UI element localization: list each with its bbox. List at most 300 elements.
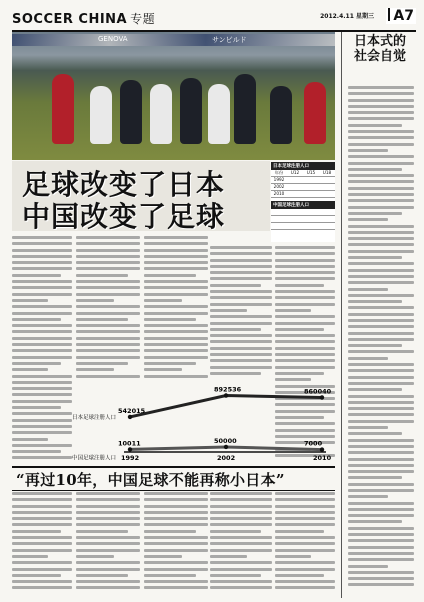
article-column [210, 492, 272, 596]
text-line [348, 533, 414, 536]
pull-quote [12, 466, 335, 491]
text-line [12, 492, 72, 495]
text-line [76, 580, 140, 583]
player-figure [234, 74, 256, 144]
text-line [76, 586, 140, 589]
text-line [144, 337, 208, 340]
text-line [12, 242, 72, 245]
text-line [210, 523, 272, 526]
banner-text-left: GENOVA [98, 35, 128, 43]
text-line [348, 149, 388, 152]
data-point [320, 395, 324, 399]
text-line [275, 315, 335, 318]
text-line [275, 271, 335, 274]
text-line [12, 318, 61, 321]
text-line [144, 536, 208, 539]
text-line [348, 432, 402, 435]
data-label: 542015 [118, 406, 146, 415]
article-column [144, 236, 208, 381]
issue-weekday: 星期三 [355, 13, 374, 20]
text-line [12, 274, 61, 277]
text-line [210, 542, 272, 545]
data-label: 860040 [304, 387, 332, 396]
text-line [348, 583, 414, 586]
text-line [348, 250, 414, 253]
text-line [76, 498, 140, 501]
commentary-title: 日本式的社会自觉 [353, 34, 406, 64]
data-label: 50000 [214, 436, 237, 445]
text-line [210, 328, 261, 331]
text-line [144, 505, 208, 508]
text-line [348, 105, 414, 108]
text-line [144, 280, 208, 283]
text-line [12, 381, 72, 384]
text-line [144, 555, 182, 558]
text-line [275, 492, 335, 495]
text-line [348, 332, 414, 335]
player-figure [52, 74, 74, 144]
text-line [275, 505, 335, 508]
stadium-banner [12, 34, 335, 46]
text-line [348, 143, 414, 146]
text-line [12, 425, 72, 428]
text-line [12, 280, 72, 283]
text-line [348, 99, 414, 102]
text-line [12, 312, 72, 315]
text-line [76, 362, 128, 365]
text-line [144, 498, 208, 501]
text-line [76, 236, 140, 239]
player-figure [304, 82, 326, 144]
text-line [275, 561, 335, 564]
text-line [76, 324, 140, 327]
text-line [144, 580, 208, 583]
text-line [275, 277, 335, 280]
text-line [76, 255, 140, 258]
stats-col-header: U18 [322, 170, 332, 175]
headline-line-2: 中国改变了足球 [22, 200, 226, 233]
text-line [348, 445, 414, 448]
text-line [12, 400, 72, 403]
text-line [348, 350, 414, 353]
article-column [275, 492, 335, 596]
text-line [144, 375, 208, 378]
text-line [210, 492, 272, 495]
text-line [348, 546, 414, 549]
text-line [76, 523, 140, 526]
commentary-body [348, 86, 414, 591]
text-line [275, 372, 324, 375]
text-line [210, 265, 272, 268]
text-line [210, 366, 272, 369]
text-line [76, 492, 140, 495]
text-line [210, 580, 272, 583]
text-line [210, 555, 247, 558]
page-number [386, 8, 416, 24]
text-line [12, 267, 72, 270]
text-line [12, 438, 48, 441]
section-subtitle: 专题 [130, 12, 156, 26]
text-line [144, 330, 208, 333]
text-line [76, 293, 140, 296]
text-line [348, 388, 402, 391]
text-line [12, 580, 72, 583]
text-line [348, 401, 414, 404]
text-line [275, 353, 335, 356]
text-line [348, 130, 414, 133]
text-line [12, 375, 72, 378]
text-line [12, 324, 72, 327]
text-line [144, 286, 208, 289]
text-line [76, 249, 140, 252]
text-line [12, 530, 61, 533]
text-line [144, 255, 208, 258]
text-line [275, 340, 335, 343]
text-line [12, 431, 72, 434]
text-line [348, 269, 414, 272]
stats-table-row [271, 177, 335, 184]
player-figure [150, 84, 172, 144]
text-line [348, 155, 414, 158]
text-line [348, 571, 414, 574]
text-line [348, 319, 414, 322]
text-line [144, 324, 208, 327]
text-line [210, 296, 272, 299]
text-line [76, 280, 140, 283]
text-line [144, 274, 196, 277]
text-line [12, 561, 72, 564]
text-line [76, 574, 128, 577]
stats-table-row [271, 191, 335, 198]
data-point [320, 447, 324, 451]
text-line [348, 420, 414, 423]
text-line [275, 536, 335, 539]
text-line [348, 206, 414, 209]
text-line [144, 267, 208, 270]
stats-cell: 2002 [273, 184, 285, 189]
text-line [210, 246, 272, 249]
text-line [275, 549, 335, 552]
article-column [76, 236, 140, 381]
stats-table-row [271, 223, 335, 230]
text-line [210, 353, 272, 356]
player-figure [270, 86, 292, 144]
article-column [12, 492, 72, 596]
text-line [348, 199, 414, 202]
text-line [144, 530, 196, 533]
text-line [12, 412, 72, 415]
text-line [76, 561, 140, 564]
text-line [348, 338, 414, 341]
text-line [210, 309, 247, 312]
text-line [76, 337, 140, 340]
text-line [348, 451, 414, 454]
text-line [76, 517, 140, 520]
text-line [210, 549, 272, 552]
text-line [210, 322, 272, 325]
text-line [144, 312, 208, 315]
stats-table-row [271, 216, 335, 223]
text-line [348, 413, 414, 416]
text-line [210, 536, 272, 539]
text-line [275, 252, 335, 255]
text-line [348, 218, 388, 221]
x-tick-label: 1992 [121, 454, 140, 462]
text-line [12, 549, 72, 552]
text-line [210, 347, 272, 350]
text-line [348, 558, 414, 561]
article-column [12, 236, 72, 464]
text-line [348, 180, 414, 183]
text-line [348, 262, 414, 265]
text-line [348, 124, 402, 127]
text-line [76, 549, 140, 552]
text-line [275, 378, 311, 381]
text-line [348, 395, 414, 398]
text-line [144, 492, 208, 495]
text-line [348, 407, 414, 410]
text-line [12, 349, 72, 352]
text-line [348, 136, 414, 139]
text-line [210, 561, 272, 564]
text-line [275, 511, 335, 514]
x-tick-label: 2002 [217, 454, 236, 462]
text-line [275, 542, 335, 545]
text-line [12, 261, 72, 264]
text-line [210, 271, 272, 274]
text-line [76, 242, 140, 245]
text-line [76, 305, 140, 308]
text-line [348, 256, 402, 259]
stats-table-header [271, 170, 335, 177]
text-line [348, 344, 402, 347]
series-line-0 [130, 396, 322, 417]
text-line [76, 286, 140, 289]
text-line [144, 305, 208, 308]
text-line [348, 288, 388, 291]
text-line [275, 303, 335, 306]
text-line [275, 366, 335, 369]
text-line [76, 299, 114, 302]
text-line [210, 530, 261, 533]
text-line [348, 470, 414, 473]
pull-quote-text: “再过10年，中国足球不能再称小日本” [16, 471, 285, 489]
text-line [275, 290, 335, 293]
text-line [275, 359, 335, 362]
stats-col-header: 年份 [274, 170, 284, 175]
text-line [144, 586, 208, 589]
text-line [275, 347, 335, 350]
text-line [348, 502, 414, 505]
text-line [12, 293, 72, 296]
text-line [275, 523, 335, 526]
text-line [348, 111, 414, 114]
text-line [348, 212, 402, 215]
text-line [348, 92, 414, 95]
data-point [224, 393, 228, 397]
text-line [76, 274, 128, 277]
text-line [76, 356, 140, 359]
text-line [275, 530, 324, 533]
issue-date [320, 11, 374, 20]
text-line [76, 343, 140, 346]
text-line [12, 249, 72, 252]
text-line [275, 580, 335, 583]
stats-col-header: U15 [306, 170, 316, 175]
player-figure [90, 86, 112, 144]
headline-block [12, 161, 270, 231]
text-line [275, 498, 335, 501]
text-line [144, 349, 208, 352]
text-line [144, 362, 196, 365]
text-line [12, 299, 48, 302]
text-line [144, 523, 208, 526]
text-line [12, 330, 72, 333]
text-line [348, 243, 414, 246]
text-line [144, 549, 208, 552]
text-line [12, 343, 72, 346]
text-line [210, 259, 272, 262]
text-line [76, 530, 128, 533]
text-line [76, 568, 140, 571]
text-line [12, 419, 72, 422]
text-line [12, 337, 72, 340]
text-line [348, 187, 414, 190]
text-line [144, 299, 182, 302]
registration-chart [72, 384, 334, 462]
text-line [348, 174, 414, 177]
text-line [76, 505, 140, 508]
text-line [144, 511, 208, 514]
text-line [210, 290, 272, 293]
text-line [348, 508, 414, 511]
text-line [12, 255, 72, 258]
text-line [210, 498, 272, 501]
text-line [144, 318, 196, 321]
text-line [12, 356, 72, 359]
text-line [12, 286, 72, 289]
series-name: 日本足球注册人口 [72, 414, 117, 421]
text-line [12, 444, 72, 447]
text-line [144, 568, 208, 571]
text-line [348, 369, 414, 372]
text-line [275, 259, 335, 262]
text-line [12, 505, 72, 508]
text-line [348, 577, 414, 580]
text-line [275, 296, 335, 299]
lead-photo [12, 32, 335, 160]
text-line [12, 555, 48, 558]
text-line [348, 225, 414, 228]
text-line [348, 117, 414, 120]
stats-table-row [271, 209, 335, 216]
text-line [144, 261, 208, 264]
text-line [144, 517, 208, 520]
text-line [348, 439, 414, 442]
text-line [348, 476, 402, 479]
x-tick-label: 2010 [313, 454, 332, 462]
text-line [12, 523, 72, 526]
text-line [12, 517, 72, 520]
text-line [76, 261, 140, 264]
text-line [275, 568, 335, 571]
text-line [144, 236, 208, 239]
series-name: 中国足球注册人口 [72, 455, 117, 462]
text-line [76, 368, 114, 371]
player-figure [120, 80, 142, 144]
text-line [144, 561, 208, 564]
data-point [128, 447, 132, 451]
text-line [210, 586, 272, 589]
stats-table [271, 162, 335, 242]
data-label: 10011 [118, 439, 141, 448]
section-title [12, 10, 155, 27]
text-line [76, 511, 140, 514]
text-line [348, 168, 402, 171]
text-line [12, 568, 72, 571]
text-line [348, 552, 414, 555]
article-column [76, 492, 140, 596]
text-line [12, 574, 61, 577]
text-line [348, 376, 414, 379]
text-line [275, 574, 324, 577]
text-line [12, 406, 61, 409]
text-line [210, 277, 272, 280]
text-line [12, 305, 72, 308]
text-line [76, 312, 140, 315]
text-line [275, 586, 335, 589]
text-line [76, 555, 114, 558]
text-line [348, 281, 414, 284]
text-line [275, 517, 335, 520]
text-line [12, 236, 72, 239]
text-line [348, 237, 414, 240]
text-line [210, 340, 272, 343]
commentary-column [341, 32, 417, 598]
stats-cell: 1992 [273, 177, 285, 182]
stats-table-title-2: 中国足球注册人口 [271, 201, 335, 209]
text-line [348, 162, 414, 165]
text-line [12, 393, 72, 396]
text-line [348, 495, 388, 498]
article-column [144, 492, 208, 596]
text-line [275, 555, 311, 558]
text-line [12, 387, 72, 390]
text-line [348, 382, 414, 385]
text-line [76, 542, 140, 545]
text-line [144, 542, 208, 545]
text-line [348, 520, 402, 523]
text-line [348, 514, 414, 517]
text-line [76, 330, 140, 333]
text-line [12, 536, 72, 539]
text-line [12, 586, 72, 589]
text-line [275, 334, 335, 337]
article-column [210, 246, 272, 381]
headline-line-1: 足球改变了日本 [22, 168, 226, 201]
text-line [210, 252, 272, 255]
text-line [348, 325, 414, 328]
text-line [348, 363, 414, 366]
data-label: 7000 [304, 439, 323, 448]
text-line [76, 267, 140, 270]
text-line [348, 294, 414, 297]
text-line [12, 498, 72, 501]
text-line [12, 511, 72, 514]
page-number-value: A7 [393, 8, 414, 24]
text-line [76, 318, 128, 321]
text-line [348, 489, 414, 492]
